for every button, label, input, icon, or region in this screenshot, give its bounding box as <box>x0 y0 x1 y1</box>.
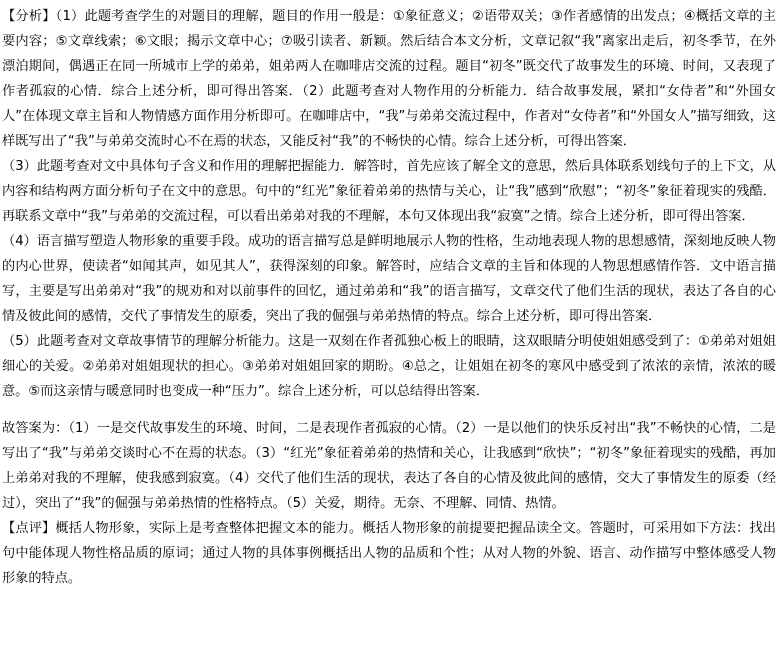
analysis-paragraph-4: （4）语言描写塑造人物形象的重要手段。成功的语言描写总是鲜明地展示人物的性格，生动地表现人物的思想感情，深刻地反映人物的内心世界，使读者“如闻其声，如见其人”，获得深刻的印象。解答时，应结合文章的主旨和体现的人物思想感情作答．文中语言描写，主要是写出弟弟对“我”的规劝和对以前事件的回忆，通过弟弟和“我”的语言描写，文章交代了他们生活的现状，表达了各自的心情及彼此间的感情，交代了事情发生的原委，突出了我的倔强与弟弟热情的特点。综合上述分析，即可得出答案． <box>2 234 776 324</box>
analysis-paragraph-3: （3）此题考查对文中具体句子含义和作用的理解把握能力．解答时，首先应该了解全文的意思，然后具体联系划线句子的上下文，从内容和结构两方面分析句子在文中的意思。句中的“红光”象征着弟弟的热情与关心，让“我”感到“欣慰”；“初冬”象征着现实的残酷．再联系文章中“我”与弟弟的交流过程，可以看出弟弟对我的不理解，本句又体现出我“寂寞”之情。综合上述分析，即可得出答案． <box>2 159 776 224</box>
answer-paragraph: 故答案为：（1）一是交代故事发生的环境、时间，二是表现作者孤寂的心情。（2）一是以他们的快乐反衬出“我”不畅快的心情，二是写出了“我”与弟弟交谈时心不在焉的状态。（3）“红光”象征着弟弟的热情和关心，让我感到“欣快”；“初冬”象征着现实的残酷，再加上弟弟对我的不理解，使我感到寂寞。（4）交代了他们生活的现状，表达了各自的心情及彼此间的感情，交大了事情发生的原委（经过），突出了“我”的倔强与弟弟热情的性格特点。（5）关爱，期待。无奈、不理解、同情、热情。 <box>2 421 776 511</box>
comment-paragraph: 【点评】概括人物形象，实际上是考查整体把握文本的能力。概括人物形象的前提要把握品读全文。答题时，可采用如下方法：找出句中能体现人物性格品质的原词；通过人物的具体事例概括出人物的品质和个性；从对人物的外貌、语言、动作描写中整体感受人物形象的特点。 <box>2 521 776 586</box>
section-gap <box>2 404 776 416</box>
analysis-paragraph-5: （5）此题考查对文章故事情节的理解分析能力。这是一双刻在作者孤独心板上的眼睛，这双眼睛分明使姐姐感受到了：①弟弟对姐姐细心的关爱。②弟弟对姐姐现状的担心。③弟弟对姐姐回家的期盼。④总之，让姐姐在初冬的寒风中感受到了浓浓的亲情，浓浓的暖意。⑤而这亲情与暖意同时也变成一种“压力”。综合上述分析，可以总结得出答案． <box>2 334 776 399</box>
analysis-paragraph-1-2: 【分析】（1）此题考查学生的对题目的理解，题目的作用一般是：①象征意义；②语带双关；③作者感情的出发点；④概括文章的主要内容；⑤文章线索；⑥文眼；揭示文章中心；⑦吸引读者、新颖。然后结合本文分析，文章记叙“我”离家出走后，初冬季节，在外漂泊期间，偶遇正在同一所城市上学的弟弟，姐弟两人在咖啡店交流的过程。题目“初冬”既交代了故事发生的环境、时间，又表现了作者孤寂的心情．综合上述分析，即可得出答案．（2）此题考查对人物作用的分析能力．结合故事发展，紧扣“女侍者”和“外国女人”在体现文章主旨和人物情感方面作用分析即可。在咖啡店中，“我”与弟弟交流过程中，作者对“女侍者”和“外国女人”描写细致，这样既写出了“我”与弟弟交流时心不在焉的状态，又能反衬“我”的不畅快的心情。综合上述分析，可得出答案． <box>2 9 776 149</box>
